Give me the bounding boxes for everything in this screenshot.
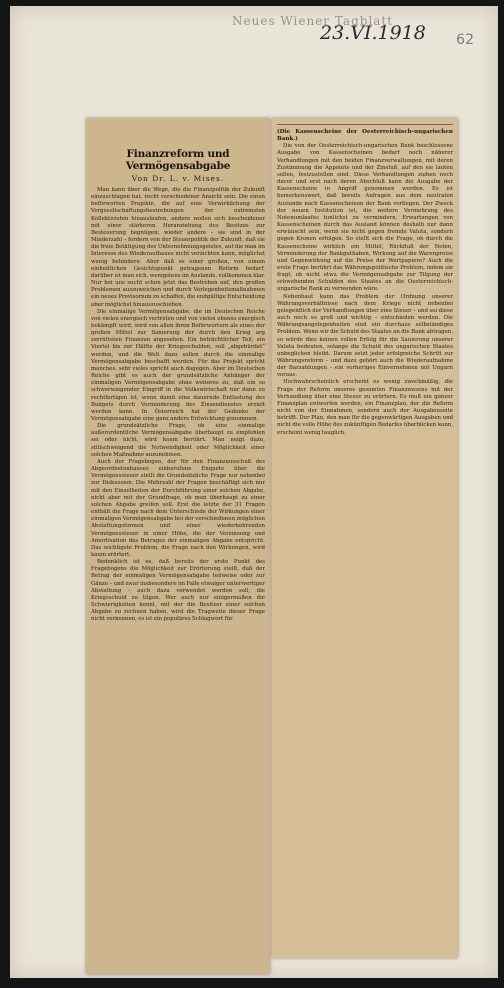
column-rule <box>277 124 453 125</box>
article-paragraph: Man kann über die Wege, die die Finanzpolitik der Zukunft einzuschlagen hat, recht verschiedener Ansicht sein. Die einen befürworten Projekte, die auf eine Verwirklichung der Vergesellschaftungsbestrebungen der extremsten Kollektivisten hinauslaufen, andere wollen sich bescheidener mit einer stärkeren Heranziehung des Besitzes zur Besteuerung begnügen; wieder andere – sie sind in der Minderzahl – fordern von der Steuerpolitik der Zukunft, daß sie die freie Betätigung des Unternehmungsgeistes, auf die man im Interesse des Wiederaufbaues nicht verzichten kann, möglichst wenig behindere. Aber daß es einer großen, von einem einheitlichen Gesichtspunkt getragenen Reform bedarf, darüber ist man sich, wenigstens im Auslande, vollkommen klar. Nur bei uns sucht schon jetzt das Bestreben auf, den großen Problemen auszuweichen und durch Verlegenheitsmaßnahmen ein neues Provisorium zu schaffen, die endgültige Entscheidung aber möglichst hinauszuschieben. <box>91 187 265 308</box>
left-newspaper-clipping <box>86 118 270 974</box>
notice-headline: (Die Kassenscheine der Oesterreichisch-ungarischen Bank.) <box>277 129 453 143</box>
notice-paragraph: Hochwahrscheinlich erscheint es wenig zweckmäßig, die Frage der Reform unseres gesamten Finanzwesens mit der Verhandlung über eine Steuer zu erörtern. Es muß ein ganzer Finanzplan entworfen werden, ein Finanzplan, der die Reform nicht von der Einnahmen, sondern auch der Ausgabenseite betrifft. Der Plan, den man für die gegenwärtigen Ausgaben und nicht die volle Höhe des zukünftigen Bedarfes überblicken kann, erscheint wenig tauglich. <box>277 379 453 436</box>
article-paragraph: Auch der Fragebogen, der für den Finanzausschuß des Abgeordnetenhauses einberufene Enquete über die Vermögenssteuer stellt die Grundsätzliche Frage nur nebenbei zur Diskussion. Die Mehrzahl der Fragen beschäftigt sich nur mit den Einzelheiten der Durchführung einer solchen Abgabe, nicht aber mit der Grundfrage, ob man überhaupt zu einer solchen Abgabe greifen soll. Erst die letzte der 31 Fragen enthält die Frage nach dem Unterschiede der Wirkungen einer einmaligen Vermögensabgabe bei der verschiedenen möglichen Abstattungsformen und einer wiederkehrenden Vermögenssteuer in einer Höhe, die der Verzinsung und Amortisation des Betrages der einmaligen Abgabe entspricht. Das wichtigste Problem, die Frage nach den Wirkungen, wird kaum erörtert. <box>91 458 265 558</box>
article-paragraph: Die grundsätzliche Frage, ob eine einmalige außerordentliche Vermögensabgabe überhaupt zu empfehlen sei oder nicht, wird kaum berührt. Man neigt dazu, stillschweigend die Notwendigkeit oder Möglichkeit einer solchen Maßnahme anzunehmen. <box>91 423 265 458</box>
notice-paragraph: Die von der Oesterreichisch-ungarischen Bank beschlossene Ausgabe von Kassenscheinen bedarf noch näherer Verhandlungen mit den beiden Finanzverwaltungen, mit deren Zustimmung die Appoints und der Zinsfuß, auf den sie lauten sollen, festzustellen sind. Diese Verhandlungen ziehen noch davor und erst nach deren Abschluß kann die Ausgabe der Kassenscheine in Angriff genommen werden. Es ist bemerkenswert, daß bereits Anfragen aus dem neutralen Auslande nach Kassenscheinen der Bank vorliegen. Der Zweck der neuen Institution ist, die weitere Vermehrung des Notenumlaufes tunlichst zu vermindern. Erwartungen von Kassenscheinen durch das Ausland können deshalb nur dann erwünscht sein, wenn sie nicht gegen fremde Valuta, sondern gegen Kronen erfolgen. So stellt sich die Frage, ob durch die Kassenscheine wirklich ein Mittel, Rückfluß der Noten, Verminderung der Bankguthaben, Wirkung auf die Warenpreise und Gegenwirkung auf die Preise der Wertpapiere? Auch die erste Frage berührt das Währungspolitische Problem, indem sie fragt, ob nicht etwa die Vermögensabgabe zur Tilgung der schwebenden Schulden des Staates an die Oesterreichisch-ungarische Bank zu verwenden wäre. <box>277 143 453 293</box>
article-paragraph: Bedenklich ist es, daß bereits der erste Punkt des Fragebogens die Möglichkeit zur Erörterung stellt, daß der Betrag der einmaligen Vermögensabgabe teilweise oder zur Gänze – und zwar insbesondere im Falle etwaiger unterwertiger Abstattung – auch dazu verwendet werden soll, die Kriegsschuld zu tilgen. Wer auch nur einigermaßen die Schwierigkeiten kennt, mit der die Besitzer einer solchen Abgabe zu rechnen haben, wird die Tragweite dieser Frage nicht verkennen, es ist ein populäres Schlagwort für <box>91 559 265 623</box>
article-headline: Finanzreform und Vermögensabgabe <box>125 148 231 172</box>
sheet-number: 62 <box>456 32 474 48</box>
article-paragraph: Die einmalige Vermögensabgabe, die im Deutschen Reiche von vielen energisch vertreten und von vielen ebenso energisch bekämpft wird, wird von allen ihren Befürwortern als eines der großen Mittel zur Sanierung der durch den Krieg arg zerrütteten Finanzen angesehen. Ein beträchtlicher Teil, ein Viertel bis zur Hälfte der Kriegsschulden, soll „abgebürdet“ werden, und die Welt dazu sollen durch die einmalige Vermögensabgabe beschafft werden. Für das Projekt spricht manches, sehr vieles spricht auch dagegen. Aber im Deutschen Reiche gibt es auch der grundsätzliche Anhänger der einmaligen Vermögensabgabe ohne weiteres zu, daß ein so schwerwiegender Eingriff in die Volkswirtschaft nur dann zu rechtfertigen ist, wenn damit eine dauernde Entlastung des Budgets durch Verminderung des Zinsendienstes erzielt werden kann. In Österreich hat der Gedanke der Vermögensabgabe eine ganz andere Entwicklung genommen. <box>91 308 265 422</box>
notice-paragraph: Nebenbaut kann das Problem der Ordnung unserer Währungsverhältnisse nach dem Kriege nicht nebenbei gelegentlich der Verhandlungen über eine Steuer – und sei diese auch noch so groß und wichtig – entschieden werden. Die Währungsangelegenheiten sind ein durchaus selbständiges Problem. Wenn wir die Schuld des Staates an die Bank abtragen, so würde dies keinen vollen Erfolg für die Sanierung unserer Valuta bedeuten, solange die Schuld des ungarischen Staates unbeglichen bleibt. Darum setzt jeder erfolgreiche Schritt zur Währungsreform – und dazu gehört auch die Wiederaufnahme der Barzahlungen – ein vorheriges Einvernehmen mit Ungarn voraus. <box>277 293 453 379</box>
newspaper-masthead: Neues Wiener Tagblatt <box>232 14 394 28</box>
right-newspaper-clipping <box>272 118 458 958</box>
article-byline: Von Dr. L. v. Mises. <box>131 174 225 183</box>
handwritten-date: 23.VI.1918 <box>320 22 426 44</box>
